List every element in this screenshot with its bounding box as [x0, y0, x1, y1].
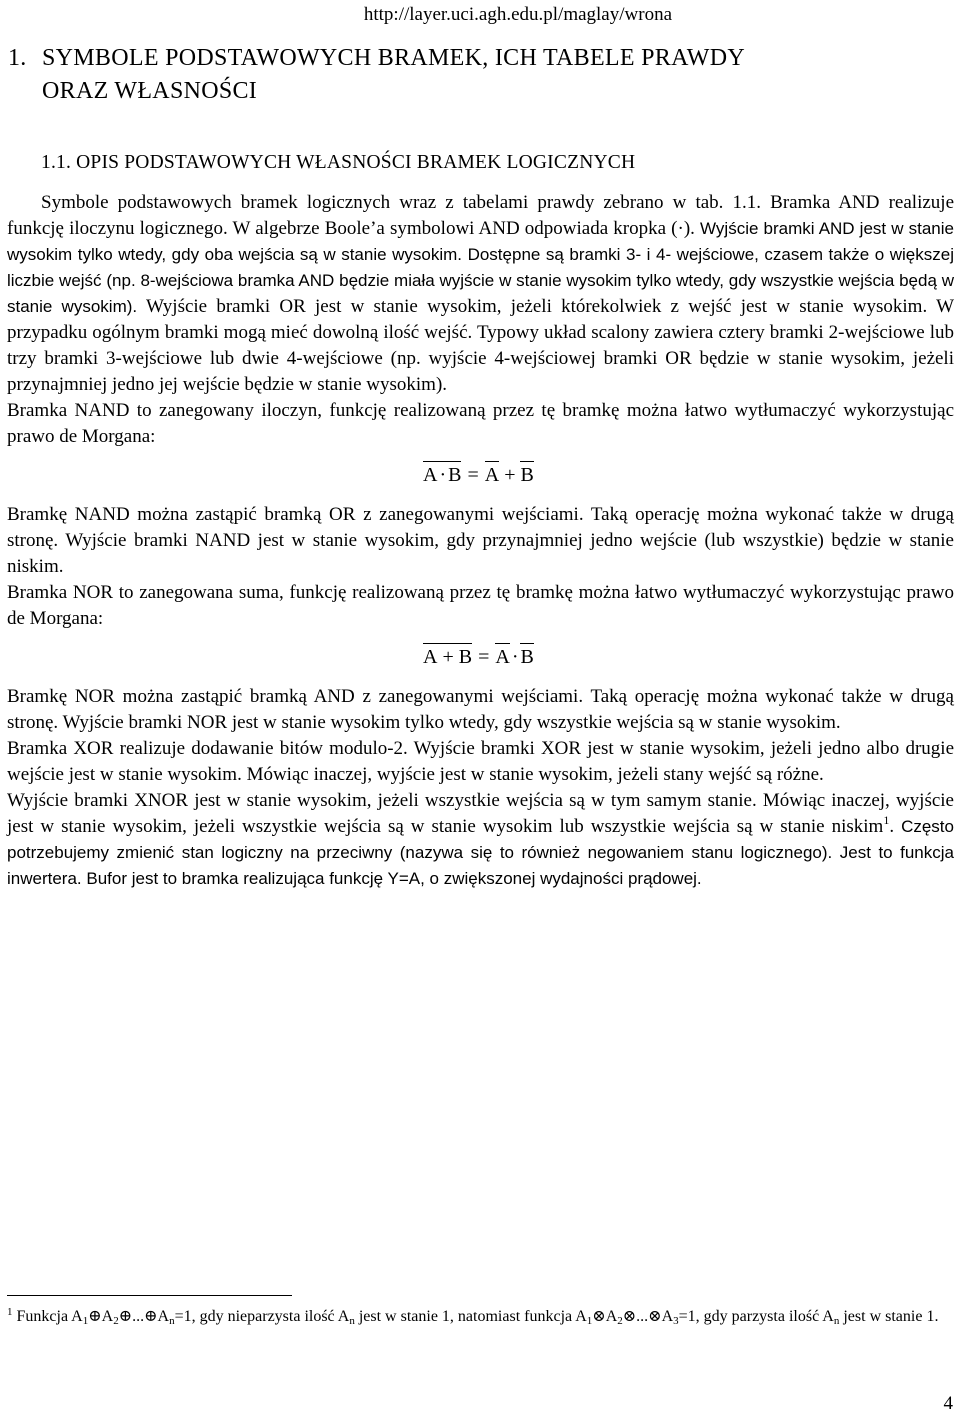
- footnote-subscript: n: [349, 1315, 355, 1327]
- formula-nand-plus: +: [504, 464, 516, 486]
- footnote-text: ⊗...⊗A: [622, 1308, 674, 1325]
- paragraph-xnor-text: Wyjście bramki XNOR jest w stanie wysokim, jeżeli wszystkie wejścia są w tym samym stanie. Mówiąc inaczej, wyjście jest w stanie wysokim, jeżeli wszystkie wejścia są w stanie wysokim lub wszystkie wejścia są w stanie niskim: [7, 790, 954, 837]
- footnote-subscript: 3: [673, 1315, 679, 1327]
- formula-nor-plus: +: [442, 646, 454, 668]
- formula-nand-rhs-b: B: [520, 464, 534, 486]
- footnote-text: jest w stanie 1, natomiast funkcja A: [354, 1308, 587, 1325]
- footnote-subscript: 2: [113, 1315, 119, 1327]
- paragraph-and-detail: Wyjście bramki AND jest w stanie wysokim tylko wtedy, gdy oba wejścia są w stanie wysokim. Dostępne są bramki 3- i 4- wejściowe, czasem także o większej liczbie wejść (np. 8-wejściowa bramka AND będzie miała wyjście w stanie wysokim tylko wtedy, gdy wszystkie wejścia będą w stanie wysokim).: [7, 219, 954, 316]
- footnote-text: ⊕A: [88, 1308, 114, 1325]
- paragraph-inverter-buffer: Często potrzebujemy zmienić stan logiczny na przeciwny (nazywa się to również negowaniem stanu logicznego). Jest to funkcja inwertera. Bufor jest to bramka realizująca funkcję Y=A, o zwiększonej wydajności prądowej.: [7, 817, 954, 888]
- footnote-text: ⊗A: [592, 1308, 618, 1325]
- footnote-separator: [7, 1295, 292, 1296]
- formula-nor-rhs-a: A: [495, 646, 510, 668]
- formula-nand-rhs-a: A: [484, 464, 500, 486]
- section-title: [8, 42, 953, 108]
- formula-nor-dot: ·: [511, 646, 519, 668]
- subsection-title: 1.1. OPIS PODSTAWOWYCH WŁASNOŚCI BRAMEK LOGICZNYCH: [41, 152, 636, 173]
- section-title-line2: ORAZ WŁASNOŚCI: [42, 78, 258, 104]
- formula-nor-de-morgan: [7, 632, 954, 684]
- header-url: http://layer.uci.agh.edu.pl/maglay/wrona: [363, 4, 672, 25]
- paragraph-xor: Bramka XOR realizuje dodawanie bitów modulo-2. Wyjście bramki XOR jest w stanie wysokim, jeżeli jedno albo drugie wejście jest w stanie wysokim. Mówiąc inaczej, wyjście jest w stanie wysokim, jeżeli stany wejść są różne.: [7, 738, 954, 785]
- formula-nor-rhs-b: B: [520, 646, 534, 668]
- formula-nand-de-morgan: [7, 450, 954, 502]
- page-number: 4: [943, 1393, 953, 1414]
- footnote-subscript: 1: [82, 1315, 89, 1327]
- formula-nor-eq: =: [478, 646, 490, 668]
- paragraph-and-or: [7, 190, 954, 398]
- paragraph-nor-intro: Bramka NOR to zanegowana suma, funkcję realizowaną przez tę bramkę można łatwo wytłumaczyć wykorzystując prawo de Morgana:: [7, 582, 954, 629]
- footnote-text: =1, gdy parzysta ilość A: [678, 1308, 834, 1325]
- footnote-subscript: n: [169, 1315, 175, 1327]
- footnote-subscript: n: [833, 1315, 840, 1327]
- formula-nor-lhs-b: B: [458, 646, 473, 668]
- paragraph-nor-detail: Bramkę NOR można zastąpić bramką AND z zanegowanymi wejściami. Taką operację można wykonać także w drugą stronę. Wyjście bramki NOR jest w stanie wysokim tylko wtedy, gdy wszystkie wejścia są w stanie wysokim.: [7, 686, 954, 733]
- document-body: [7, 190, 954, 892]
- paragraph-or-detail: Wyjście bramki OR jest w stanie wysokim, jeżeli którekolwiek z wejść jest w stanie wysokim. W przypadku ogólnym bramki mogą mieć dowolną ilość wejść. Typowy układ scalony zawiera cztery bramki 2-wejściowe lub trzy bramki 3-wejściowe lub dwie 4-wejściowe (np. wyjście 4-wejściowej bramki OR będzie w stanie wysokim, jeżeli przynajmniej jedno jej wejście będzie w stanie wysokim).: [7, 296, 955, 395]
- formula-nand-lhs-b: B: [448, 464, 462, 486]
- formula-nor-lhs-a: A: [423, 646, 438, 668]
- paragraph-xnor-period: .: [889, 816, 895, 837]
- footnote-reference[interactable]: 1: [883, 813, 890, 827]
- paragraph-and-intro: Symbole podstawowych bramek logicznych wraz z tabelami prawdy zebrano w tab. 1.1. Bramka AND realizuje funkcję iloczynu logicznego. W algebrze Boole’a symbolowi AND odpowiada kropka (·).: [7, 192, 954, 239]
- footnote-text: ⊕...⊕A: [118, 1308, 170, 1325]
- footnote-subscript: 2: [617, 1315, 623, 1327]
- section-title-line1: SYMBOLE PODSTAWOWYCH BRAMEK, ICH TABELE PRAWDY: [42, 45, 746, 71]
- footnote-text: =1, gdy nieparzysta ilość A: [174, 1308, 350, 1325]
- section-number: 1.: [8, 45, 27, 71]
- paragraph-nand-detail: Bramkę NAND można zastąpić bramką OR z zanegowanymi wejściami. Taką operację można wykonać także w drugą stronę. Wyjście bramki NAND jest w stanie wysokim, gdy przynajmniej jedno wejście (lub wszystkie) będzie w stanie niskim.: [7, 504, 954, 577]
- footnote-text: jest w stanie 1.: [839, 1308, 939, 1325]
- footnote-mark: 1: [7, 1306, 13, 1318]
- formula-nand-eq: =: [467, 464, 479, 486]
- formula-nand-lhs-a: A: [423, 464, 438, 486]
- paragraph-nand-intro: Bramka NAND to zanegowany iloczyn, funkcję realizowaną przez tę bramkę można łatwo wytłumaczyć wykorzystując prawo de Morgana:: [7, 400, 954, 447]
- paragraph-xnor: [7, 788, 954, 892]
- formula-nand-dot: ·: [439, 464, 447, 486]
- footnote-text: Funkcja A: [12, 1308, 83, 1325]
- footnote: [7, 1305, 954, 1328]
- footnote-subscript: 1: [586, 1315, 593, 1327]
